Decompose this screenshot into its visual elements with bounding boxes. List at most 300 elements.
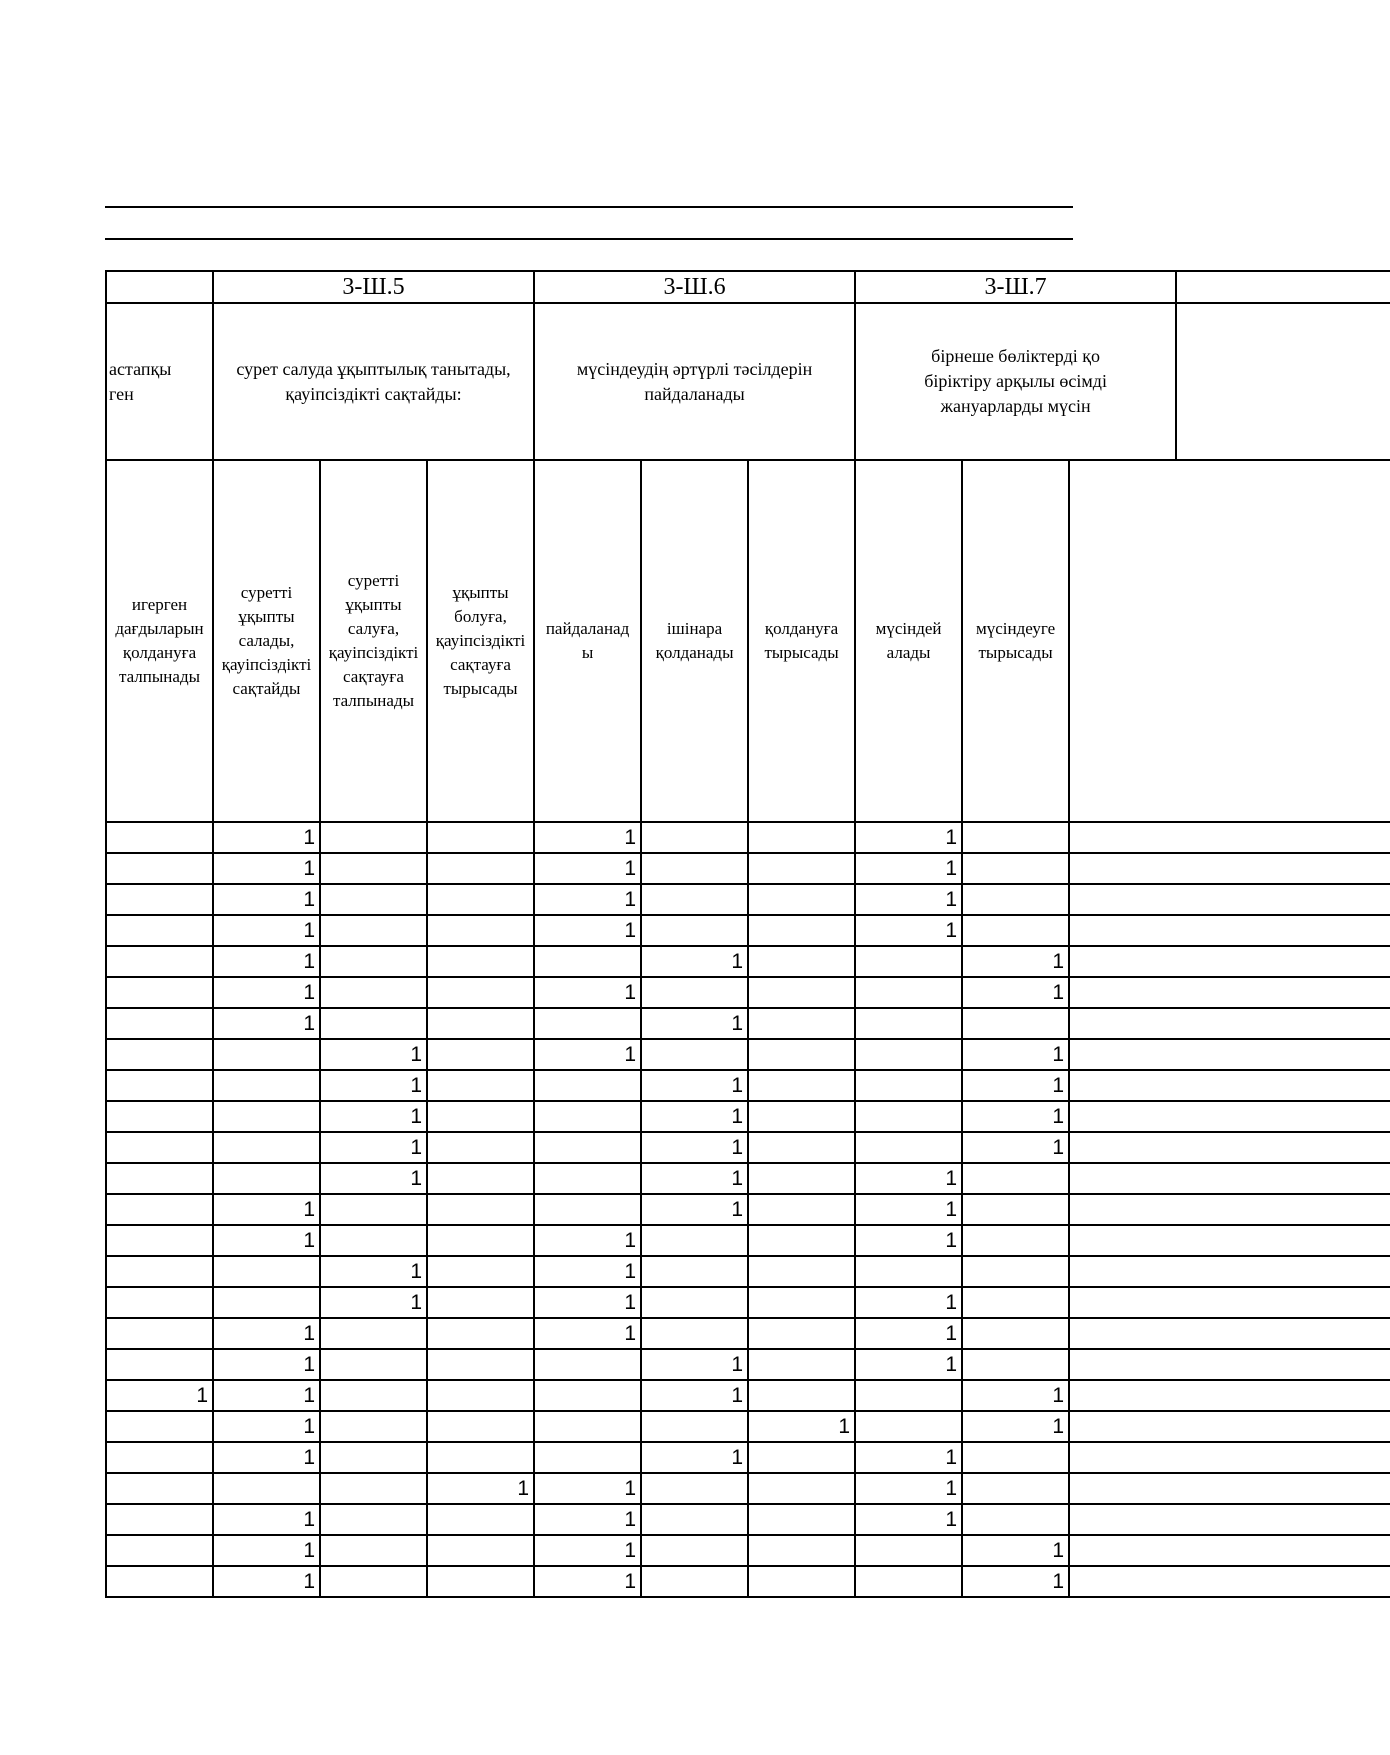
table-row [106,915,1390,946]
mark-cell [534,1101,641,1132]
mark-cell [534,1163,641,1194]
table-row [106,1535,1390,1566]
mark-cell [962,1349,1069,1380]
mark-cell [641,853,748,884]
mark-cell [748,915,855,946]
mark-cell: 1 [641,1101,748,1132]
mark-cell [748,1566,855,1597]
sub-header-line: сақтайды [232,679,301,698]
mark-cell [855,1101,962,1132]
mark-cell: 1 [855,853,962,884]
mark-cell: 1 [855,1163,962,1194]
mark-cell [748,1349,855,1380]
sub-header-cell [106,460,213,822]
mark-cell [427,1411,534,1442]
mark-cell: 1 [427,1473,534,1504]
mark-cell [962,915,1069,946]
mark-cell [641,1473,748,1504]
mark-cell: 1 [641,1442,748,1473]
mark-cell [320,915,427,946]
mark-cell-overflow [1069,1411,1390,1442]
mark-cell [320,884,427,915]
mark-cell: 1 [534,1287,641,1318]
mark-cell [641,1411,748,1442]
mark-cell [427,915,534,946]
mark-cell [641,1039,748,1070]
table-row [106,977,1390,1008]
mark-cell [106,1411,213,1442]
mark-cell [748,884,855,915]
sub-header-line: тырысады [764,643,839,662]
mark-cell [106,884,213,915]
mark-cell [962,1225,1069,1256]
mark-cell [427,1132,534,1163]
mark-cell [748,1194,855,1225]
mark-cell: 1 [213,1194,320,1225]
description-line: мүсіндеудің әртүрлі тәсілдерін [576,358,813,379]
mark-cell-overflow [1069,1194,1390,1225]
table-row [106,1008,1390,1039]
mark-cell: 1 [213,1380,320,1411]
mark-cell [320,1504,427,1535]
sub-header-line: салуға, [347,619,400,638]
mark-cell: 1 [855,884,962,915]
mark-cell [748,1256,855,1287]
description-line: бірнеше бөліктерді қо [931,346,1100,366]
mark-cell [106,1163,213,1194]
mark-cell: 1 [213,946,320,977]
sub-header-line: сақтауға [450,655,511,674]
mark-cell: 1 [534,1566,641,1597]
mark-cell: 1 [855,1318,962,1349]
mark-cell [962,1504,1069,1535]
mark-cell [427,1101,534,1132]
mark-cell: 1 [962,1101,1069,1132]
sub-header-line: қауіпсіздікті [328,643,419,662]
mark-cell [641,1535,748,1566]
mark-cell: 1 [106,1380,213,1411]
description-cell [213,303,534,460]
mark-cell: 1 [534,884,641,915]
mark-cell: 1 [213,1008,320,1039]
mark-cell [855,1039,962,1070]
sub-header-line: болуға, [454,607,507,626]
sub-header-cell [534,460,641,822]
mark-cell: 1 [855,1349,962,1380]
mark-cell-overflow [1069,1070,1390,1101]
sub-header-line: игерген [131,595,188,614]
mark-cell-overflow [1069,1442,1390,1473]
table-row [106,884,1390,915]
mark-cell: 1 [213,884,320,915]
mark-cell [641,1504,748,1535]
mark-cell [427,1504,534,1535]
mark-cell: 1 [534,1473,641,1504]
mark-cell-overflow [1069,1504,1390,1535]
mark-cell [320,1008,427,1039]
mark-cell-overflow [1069,977,1390,1008]
mark-cell [427,946,534,977]
mark-cell: 1 [962,1039,1069,1070]
mark-cell [748,1101,855,1132]
assessment-table-viewport [105,270,1107,1615]
mark-cell [855,1008,962,1039]
mark-cell [748,1318,855,1349]
mark-cell-overflow [1069,1039,1390,1070]
mark-cell [962,853,1069,884]
mark-cell [106,1101,213,1132]
mark-cell [748,1442,855,1473]
mark-cell [855,1380,962,1411]
table-row [106,1566,1390,1597]
mark-cell: 1 [748,1411,855,1442]
mark-cell [106,1318,213,1349]
mark-cell-overflow [1069,1132,1390,1163]
mark-cell [106,1473,213,1504]
mark-cell [320,1380,427,1411]
mark-cell [534,1380,641,1411]
mark-cell [427,1070,534,1101]
mark-cell [748,946,855,977]
mark-cell-overflow [1069,915,1390,946]
sub-header-line: қолдануға [122,643,197,662]
mark-cell [962,1318,1069,1349]
mark-cell [106,946,213,977]
skill-code-row [106,271,1390,303]
mark-cell-overflow [1069,822,1390,853]
mark-cell: 1 [213,1349,320,1380]
mark-cell: 1 [641,946,748,977]
sub-header-overflow [1069,460,1390,822]
mark-cell [213,1163,320,1194]
mark-cell [427,1163,534,1194]
mark-cell-overflow [1069,1287,1390,1318]
mark-cell [213,1473,320,1504]
mark-cell: 1 [534,1225,641,1256]
mark-cell [320,1535,427,1566]
sub-header-line: ұқыпты [345,595,402,614]
mark-cell: 1 [855,1504,962,1535]
mark-cell [641,977,748,1008]
mark-cell [641,1256,748,1287]
mark-cell: 1 [962,977,1069,1008]
mark-cell-overflow [1069,1318,1390,1349]
mark-cell [427,1442,534,1473]
mark-cell [106,915,213,946]
mark-cell [106,1349,213,1380]
table-row [106,1163,1390,1194]
mark-cell [320,1349,427,1380]
mark-cell: 1 [962,1070,1069,1101]
mark-cell: 1 [962,1132,1069,1163]
mark-cell-overflow [1069,1349,1390,1380]
table-row [106,1039,1390,1070]
table-row [106,1349,1390,1380]
table-row [106,1287,1390,1318]
mark-cell [213,1101,320,1132]
mark-cell [534,946,641,977]
mark-cell: 1 [534,822,641,853]
mark-cell [962,884,1069,915]
mark-cell [641,1566,748,1597]
mark-cell: 1 [641,1070,748,1101]
mark-cell: 1 [962,1566,1069,1597]
mark-cell: 1 [213,1318,320,1349]
sub-header-line: дағдыларын [115,619,204,638]
table-row [106,822,1390,853]
mark-cell [962,1008,1069,1039]
table-row [106,1132,1390,1163]
mark-cell: 1 [855,1194,962,1225]
sub-header-cell [213,460,320,822]
mark-cell [106,1256,213,1287]
mark-cell [641,884,748,915]
sub-header-line: суретті [347,571,400,590]
mark-cell: 1 [213,1442,320,1473]
sub-header-line: мүсіндей [875,619,942,638]
mark-cell-overflow [1069,1380,1390,1411]
mark-cell [427,1349,534,1380]
mark-cell: 1 [213,1411,320,1442]
description-row [106,303,1390,460]
mark-cell [748,1225,855,1256]
mark-cell [748,1504,855,1535]
skill-code-cell: 3-Ш.7 [855,271,1176,303]
mark-cell [320,853,427,884]
mark-cell [106,1504,213,1535]
mark-cell: 1 [534,853,641,884]
mark-cell [320,977,427,1008]
mark-cell [534,1194,641,1225]
mark-cell [427,1008,534,1039]
mark-cell: 1 [855,915,962,946]
mark-cell-overflow [1069,1008,1390,1039]
mark-cell-overflow [1069,1163,1390,1194]
mark-cell: 1 [534,1318,641,1349]
mark-cell [855,1535,962,1566]
mark-cell [962,822,1069,853]
mark-cell [106,1225,213,1256]
mark-cell: 1 [534,1535,641,1566]
mark-cell [320,1442,427,1473]
mark-cell: 1 [213,822,320,853]
mark-cell: 1 [534,1039,641,1070]
mark-cell [427,1256,534,1287]
description-line: астапқы [109,358,172,379]
mark-cell [106,1039,213,1070]
sub-header-line: қолдануға [764,619,839,638]
mark-cell: 1 [213,1504,320,1535]
mark-cell: 1 [855,1442,962,1473]
sub-header-cell [427,460,534,822]
mark-cell: 1 [534,977,641,1008]
mark-cell: 1 [641,1194,748,1225]
sub-header-cell [320,460,427,822]
mark-cell [534,1070,641,1101]
mark-cell [427,1194,534,1225]
skill-code-cell: 3-Ш.5 [213,271,534,303]
mark-cell: 1 [855,1225,962,1256]
mark-cell [641,915,748,946]
mark-cell [213,1039,320,1070]
mark-cell: 1 [320,1132,427,1163]
mark-cell: 1 [641,1132,748,1163]
sub-header-line: ы [581,643,594,662]
mark-cell: 1 [534,1504,641,1535]
mark-cell [427,1380,534,1411]
mark-cell [213,1070,320,1101]
mark-cell [320,1473,427,1504]
table-row [106,1380,1390,1411]
mark-cell: 1 [534,1256,641,1287]
table-row [106,1070,1390,1101]
sub-header-line: пайдаланад [545,619,630,638]
mark-cell [106,1194,213,1225]
mark-cell: 1 [320,1256,427,1287]
description-line: біріктіру арқылы өсімді [924,371,1107,391]
mark-cell [427,1225,534,1256]
mark-cell [748,853,855,884]
mark-cell [320,822,427,853]
table-row [106,1504,1390,1535]
mark-cell [855,1132,962,1163]
mark-cell [106,1442,213,1473]
mark-cell [534,1442,641,1473]
sub-header-line: мүсіндеуге [975,619,1056,638]
mark-cell: 1 [213,915,320,946]
sub-header-line: тырысады [978,643,1053,662]
mark-cell [748,1473,855,1504]
mark-cell [320,946,427,977]
mark-cell-overflow [1069,853,1390,884]
mark-cell [427,853,534,884]
mark-cell: 1 [213,977,320,1008]
description-line: қауіпсіздікті сақтайды: [285,383,462,404]
description-line: пайдаланады [644,383,745,404]
mark-cell-overflow [1069,1101,1390,1132]
mark-cell: 1 [962,946,1069,977]
mark-cell [213,1256,320,1287]
assessment-table [105,270,1390,1598]
mark-cell [320,1318,427,1349]
table-row [106,1318,1390,1349]
table-row [106,1473,1390,1504]
description-overflow [1176,303,1283,460]
mark-cell: 1 [962,1380,1069,1411]
mark-cell [534,1008,641,1039]
mark-cell [320,1411,427,1442]
mark-cell [534,1349,641,1380]
sub-header-line: тырысады [443,679,518,698]
mark-cell [427,1039,534,1070]
table-row [106,946,1390,977]
sub-header-line: талпынады [118,667,201,686]
mark-cell: 1 [962,1535,1069,1566]
description-line: жануарларды мүсін [940,396,1091,416]
mark-cell: 1 [855,1287,962,1318]
mark-cell: 1 [213,1566,320,1597]
skill-code-cell: 3-Ш.6 [534,271,855,303]
table-row [106,1225,1390,1256]
mark-cell [641,1225,748,1256]
second-rule [105,238,1073,240]
mark-cell [106,1535,213,1566]
mark-cell: 1 [534,915,641,946]
mark-cell [213,1132,320,1163]
mark-cell [427,884,534,915]
mark-cell: 1 [962,1411,1069,1442]
sub-header-line: суретті [240,583,293,602]
mark-cell [106,822,213,853]
mark-cell [855,1566,962,1597]
sub-header-line: қауіпсіздікті [221,655,312,674]
mark-cell: 1 [213,1535,320,1566]
mark-cell [427,822,534,853]
sub-header-line: ұқыпты [452,583,509,602]
table-row [106,1411,1390,1442]
mark-cell [427,977,534,1008]
mark-cell: 1 [320,1039,427,1070]
mark-cell: 1 [641,1008,748,1039]
sub-header-line: ішінара [666,619,723,638]
mark-cell [748,1535,855,1566]
mark-cell [106,853,213,884]
mark-cell [748,822,855,853]
mark-cell [748,1039,855,1070]
mark-cell [855,1256,962,1287]
skill-code-blank [106,271,213,303]
mark-cell [534,1132,641,1163]
mark-cell [962,1194,1069,1225]
mark-cell [962,1442,1069,1473]
mark-cell: 1 [855,1473,962,1504]
mark-cell [855,977,962,1008]
sub-header-cell [855,460,962,822]
sub-header-line: талпынады [332,691,415,710]
mark-cell: 1 [213,853,320,884]
mark-cell [320,1566,427,1597]
description-line: ген [109,383,134,404]
sub-header-line: қауіпсіздікті [435,631,526,650]
mark-cell [427,1535,534,1566]
mark-cell [855,946,962,977]
mark-cell [748,1287,855,1318]
mark-cell [106,1566,213,1597]
table-row [106,853,1390,884]
sub-header-cell [962,460,1069,822]
description-line: сурет салуда ұқыптылық танытады, [236,358,511,379]
table-row [106,1256,1390,1287]
mark-cell: 1 [641,1349,748,1380]
mark-cell [213,1287,320,1318]
mark-cell [748,1132,855,1163]
sub-header-line: сақтауға [343,667,404,686]
mark-cell [962,1473,1069,1504]
sub-header-cell [748,460,855,822]
mark-cell: 1 [320,1070,427,1101]
mark-cell [534,1411,641,1442]
mark-cell: 1 [213,1225,320,1256]
mark-cell [427,1566,534,1597]
mark-cell [320,1225,427,1256]
mark-cell [427,1318,534,1349]
table-row [106,1194,1390,1225]
mark-cell [748,1008,855,1039]
table-row [106,1101,1390,1132]
skill-code-overflow [1176,271,1390,303]
sub-header-line: қолданады [655,643,734,662]
mark-cell [641,1318,748,1349]
